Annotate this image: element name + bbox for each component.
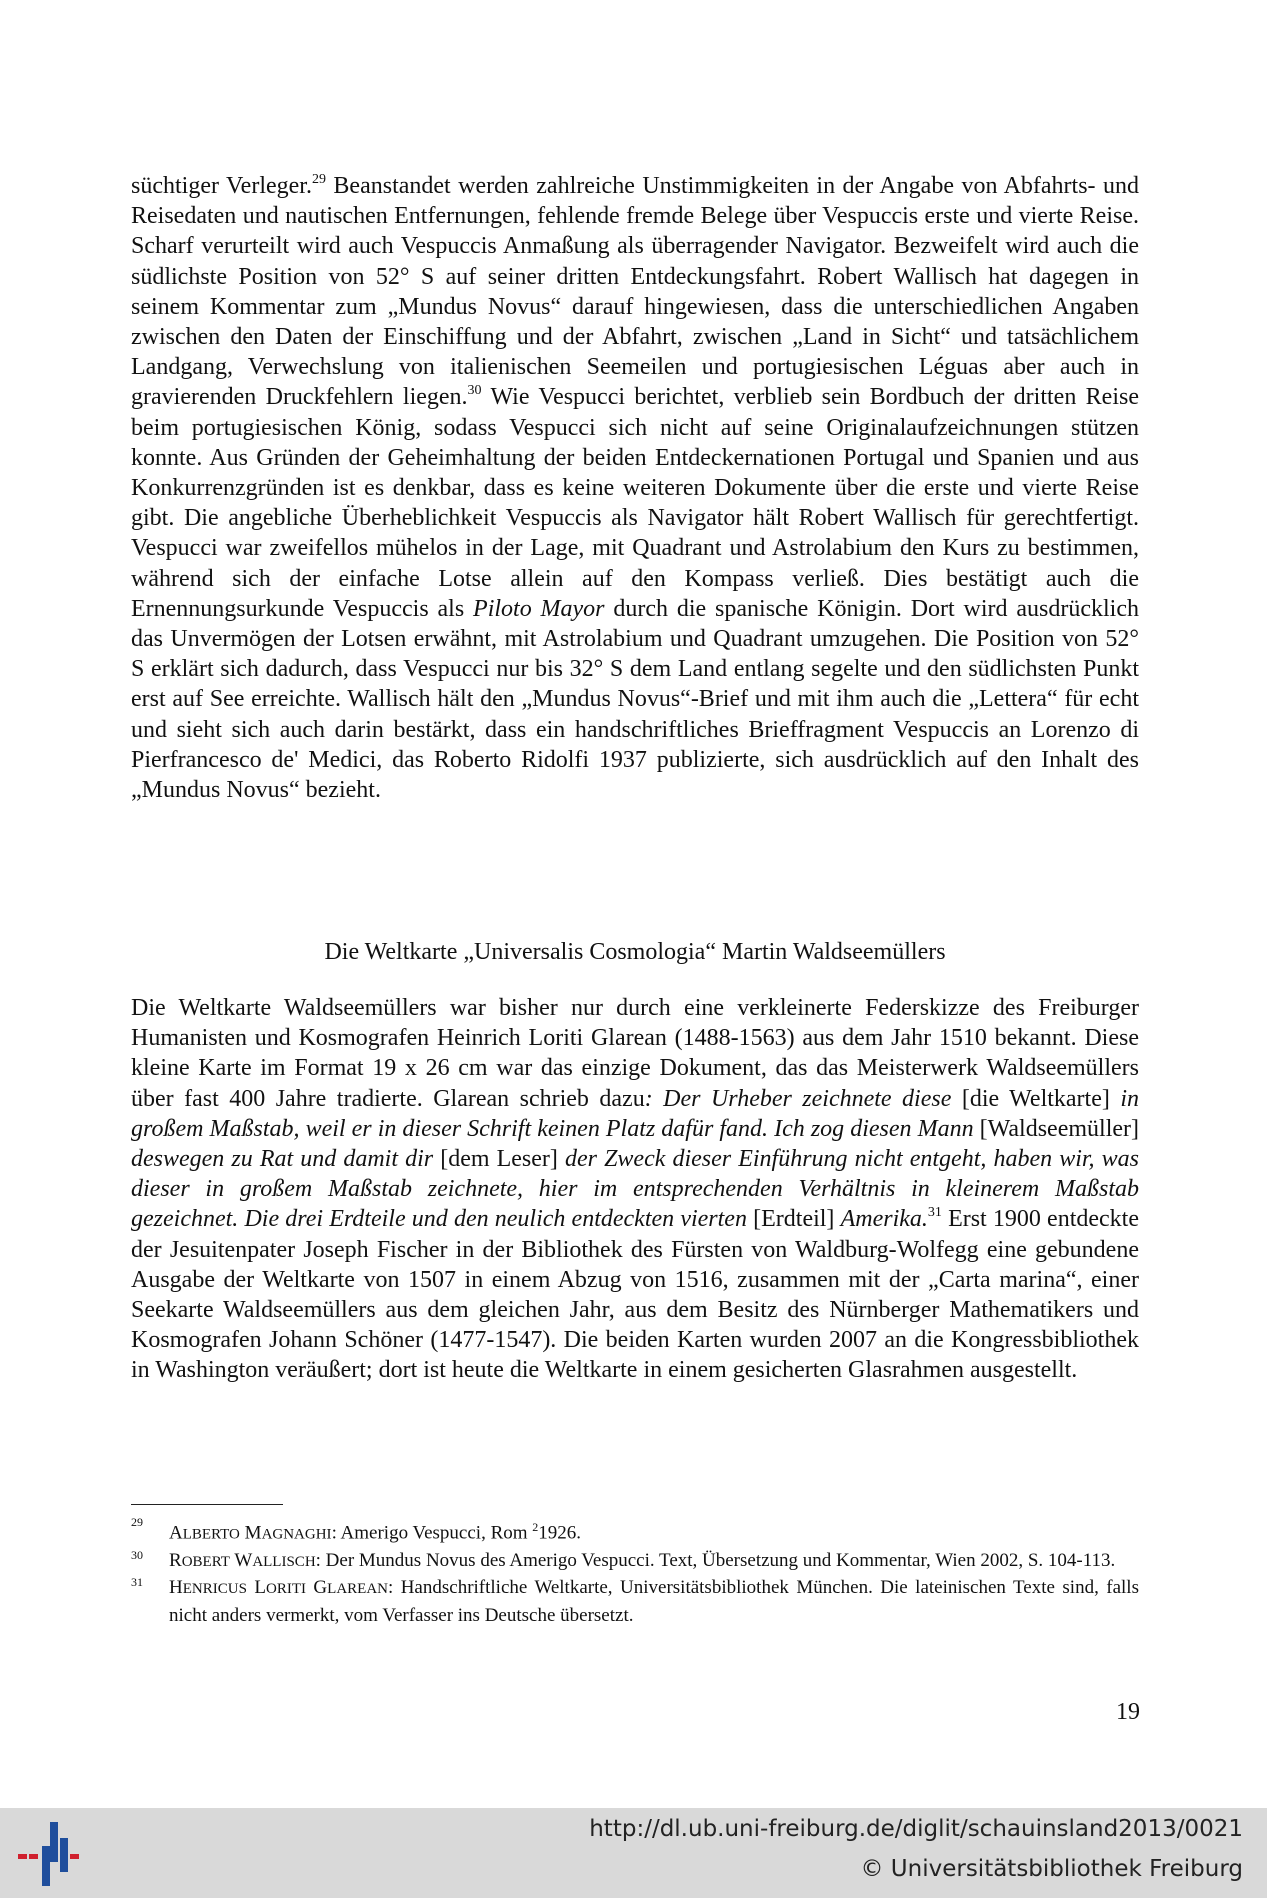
paragraph-text: Erst 1900 entdeckte der Jesuitenpater Joseph Fischer in der Bibliothek des Fürsten von Waldburg-Wolfegg eine gebundene Ausgabe der Weltkarte von 1507 in einem Abzug von 1516, zusammen mit der „Carta marina“, einer Seekarte Waldseemüllers aus dem gleichen Jahr, aus dem Besitz des Nürnberger Mathematikers und Kosmografen Johann Schöner (1477-1547). Die beiden Karten wurden 2007 an die Kongressbibliothek in Washington veräußert; dort ist heute die Weltkarte in einem gesicherten Glasrahmen ausgestellt. xyxy=(131,1206,1140,1384)
author-small-caps: OBERT xyxy=(181,1553,230,1570)
body-paragraph-2 xyxy=(131,993,1139,1386)
footnote-reference-29[interactable]: 29 xyxy=(311,172,326,187)
paragraph-text: [die Weltkarte] xyxy=(951,1085,1121,1112)
paragraph-text: Die Weltkarte Waldseemüllers war bisher nur durch eine verkleinerte Federskizze des Freiburger Humanisten und Kosmografen Heinrich Loriti Glarean (1488-1563) aus dem Jahr 1510 bekannt. Diese kleine Karte im Format 19 x 26 cm war das einzige Dokument, das das Meisterwerk Waldseemüllers über fast 400 Jahre tradierte. Glarean schrieb dazu xyxy=(131,995,1139,1112)
italic-term: Piloto Mayor xyxy=(473,595,605,622)
copyright-text: © Universitätsbibliothek Freiburg xyxy=(860,1856,1243,1882)
author-small-caps: A xyxy=(169,1522,183,1544)
author-small-caps: M xyxy=(239,1522,262,1544)
author-small-caps: LAREAN xyxy=(327,1581,388,1598)
paragraph-text: [Waldseemüller] xyxy=(973,1115,1140,1142)
author-small-caps: ENRICUS xyxy=(182,1581,247,1598)
paragraph-text: durch die spanische Königin. Dort wird ausdrücklich das Unvermögen der Lotsen erwähnt, mit Astrolabium und Quadrant umzugehen. Die Position von 52° S erklärt sich dadurch, dass Vespucci nur bis 32° S dem Land entlang segelte und den südlichsten Punkt erst auf See erreichte. Wallisch hält den „Mundus Novus“-Brief und mit ihm auch die „Lettera“ für echt und sieht sich auch darin bestärkt, dass ein handschriftliches Brieffragment Vespuccis an Lorenzo di Pierfrancesco de' Medici, das Roberto Ridolfi 1937 publizierte, sich ausdrücklich auf den Inhalt des „Mundus Novus“ bezieht. xyxy=(131,595,1139,804)
quotation-italic: der Zweck dieser Einführung nicht entgeht, haben wir, was dieser in großem Maßstab zeichnete, hier im entsprechenden Verhältnis in kleinerem Maßstab gezeichnet. Die drei Erdteile und den neulich entdeckten vierten xyxy=(131,1146,1139,1233)
footnote-number: 30 xyxy=(131,1547,143,1562)
quotation-italic: Amerika. xyxy=(840,1206,928,1233)
author-small-caps: R xyxy=(169,1549,182,1571)
author-small-caps: ALLISCH xyxy=(252,1553,316,1570)
footnote-divider xyxy=(131,1504,283,1505)
author-small-caps: ORITI xyxy=(265,1581,306,1598)
footnote-31 xyxy=(131,1575,1139,1628)
paragraph-text: Wie Vespucci berichtet, verblieb sein Bordbuch der dritten Reise beim portugiesischen König, sodass Vespucci sich nicht auf seine Originalaufzeichnungen stützen konnte. Aus Gründen der Geheimhaltung der beiden Entdeckernationen Portugal und Spanien und aus Konkurrenzgründen ist es denkbar, dass es keine weiteren Dokumente über die erste und vierte Reise gibt. Die angebliche Überheblichkeit Vespuccis als Navigator hält Robert Wallisch für gerechtfertigt. Vespucci war zweifellos mühelos in der Lage, mit Quadrant und Astrolabium den Kurs zu bestimmen, während sich der einfache Lotse allein auf den Kompass verließ. Dies bestätigt auch die Ernennungsurkunde Vespuccis als xyxy=(131,384,1139,622)
edition-superscript: 2 xyxy=(532,1520,539,1534)
paragraph-text: süchtiger Verleger. xyxy=(131,173,312,199)
viewer-footer xyxy=(0,1808,1267,1898)
author-small-caps: L xyxy=(246,1577,266,1599)
body-paragraph-1 xyxy=(131,171,1139,805)
footnote-reference-30[interactable]: 30 xyxy=(467,383,482,399)
section-heading: Die Weltkarte „Universalis Cosmologia“ Martin Waldseemüllers xyxy=(324,939,946,965)
footnote-text: : Der Mundus Novus des Amerigo Vespucci. Text, Übersetzung und Kommentar, Wien 2002, S. 104-113. xyxy=(315,1549,1116,1571)
document-url-link[interactable]: http://dl.ub.uni-freiburg.de/diglit/schauinsland2013/0021 xyxy=(589,1816,1243,1842)
footnote-29 xyxy=(131,1515,1139,1548)
footnote-30 xyxy=(131,1548,1139,1576)
paragraph-text: Beanstandet werden zahlreiche Unstimmigkeiten in der Angabe von Abfahrts- und Reisedaten und nautischen Entfernungen, fehlende fremde Belege über Vespuccis erste und vierte Reise. Scharf verurteilt wird auch Vespuccis Anmaßung als überragender Navigator. Bezweifelt wird auch die südlichste Position von 52° S auf seiner dritten Entdeckungsfahrt. Robert Wallisch hat dagegen in seinem Kommentar zum „Mundus Novus“ darauf hingewiesen, dass die unterschiedlichen Angaben zwischen den Daten der Einschiffung und der Abfahrt, zwischen „Land in Sicht“ und tatsächlichem Landgang, Verwechslung von italienischen Seemeilen und portugiesischen Léguas aber auch in gravierenden Druckfehlern liegen. xyxy=(131,173,1140,411)
author-small-caps: LBERTO xyxy=(182,1526,240,1543)
quotation-italic: : Der Urheber zeichnete diese xyxy=(644,1085,952,1112)
author-small-caps: W xyxy=(229,1549,253,1571)
paragraph-text: [Erdteil] xyxy=(746,1206,841,1233)
footnote-reference-31[interactable]: 31 xyxy=(927,1205,942,1221)
author-small-caps: H xyxy=(169,1577,183,1599)
footnote-text: : Amerigo Vespucci, Rom xyxy=(331,1522,533,1544)
author-small-caps: G xyxy=(305,1577,328,1599)
quotation-italic: deswegen zu Rat und damit dir xyxy=(131,1146,434,1173)
author-small-caps: AGNAGHI xyxy=(261,1526,332,1543)
paragraph-text: [dem Leser] xyxy=(433,1146,565,1173)
quotation-italic: in großem Maßstab, weil er in dieser Schrift keinen Platz dafür fand. Ich zog diesen Mann xyxy=(131,1085,1140,1142)
footnote-number: 31 xyxy=(131,1575,143,1590)
footnote-number: 29 xyxy=(131,1515,143,1529)
footnotes xyxy=(131,1515,1139,1628)
footnote-text: : Handschriftliche Weltkarte, Universitätsbibliothek München. Die lateinischen Texte sind, falls nicht anders vermerkt, vom Verfasser ins Deutsche übersetzt. xyxy=(169,1577,1139,1626)
page-number: 19 xyxy=(1116,1699,1140,1725)
ub-freiburg-logo-icon[interactable] xyxy=(14,1820,84,1888)
footnote-text: 1926. xyxy=(538,1522,582,1544)
